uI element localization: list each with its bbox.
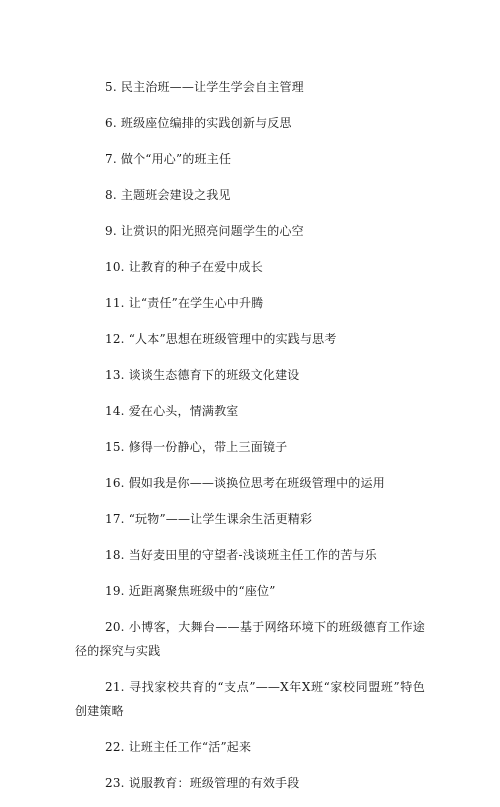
item-text: 当好麦田里的守望者-浅谈班主任工作的苦与乐 [128, 548, 377, 562]
item-text: 修得一份静心，带上三面镜子 [128, 440, 288, 454]
list-item [75, 543, 425, 567]
item-text: “人本”思想在班级管理中的实践与思考 [128, 332, 337, 346]
item-number: 23. [105, 776, 125, 790]
item-number: 11. [105, 296, 125, 310]
topic-list [75, 63, 425, 807]
list-item [75, 255, 425, 279]
item-number: 18. [105, 548, 125, 562]
item-text: 寻找家校共育的“支点”——X年X班“家校同盟班”特色创建策略 [75, 680, 426, 718]
item-number: 17. [105, 512, 125, 526]
list-item [75, 735, 425, 759]
item-number: 10. [105, 260, 125, 274]
list-item [75, 111, 425, 135]
item-number: 12. [105, 332, 125, 346]
list-item [75, 771, 425, 795]
list-item [75, 183, 425, 207]
item-number: 6. [105, 116, 117, 130]
item-number: 9. [105, 224, 117, 238]
item-text: 假如我是你——谈换位思考在班级管理中的运用 [128, 476, 385, 490]
item-text: 主题班会建设之我见 [120, 188, 231, 202]
list-item [75, 219, 425, 243]
item-text: 让班主任工作“活”起来 [128, 740, 252, 754]
list-item [75, 471, 425, 495]
item-text: 谈谈生态德育下的班级文化建设 [128, 368, 300, 382]
list-item [75, 507, 425, 531]
item-number: 15. [105, 440, 125, 454]
item-text: 小博客，大舞台——基于网络环境下的班级德育工作途径的探究与实践 [75, 620, 425, 658]
list-item [75, 291, 425, 315]
item-number: 14. [105, 404, 125, 418]
list-item [75, 675, 425, 723]
list-item [75, 615, 425, 663]
list-item [75, 363, 425, 387]
item-text: 班级座位编排的实践创新与反思 [120, 116, 292, 130]
item-number: 20. [105, 620, 125, 634]
list-item [75, 75, 425, 99]
list-item [75, 399, 425, 423]
list-item [75, 147, 425, 171]
item-text: 说服教育：班级管理的有效手段 [128, 776, 300, 790]
item-text: “玩物”——让学生课余生活更精彩 [128, 512, 313, 526]
item-number: 13. [105, 368, 125, 382]
item-text: 做个“用心”的班主任 [120, 152, 232, 166]
item-number: 5. [105, 80, 117, 94]
list-item [75, 579, 425, 603]
item-text: 让赏识的阳光照亮问题学生的心空 [120, 224, 304, 238]
list-item [75, 327, 425, 351]
item-number: 22. [105, 740, 125, 754]
item-text: 民主治班——让学生学会自主管理 [120, 80, 304, 94]
item-text: 让“责任”在学生心中升腾 [128, 296, 264, 310]
item-number: 21. [105, 680, 125, 694]
list-item [75, 435, 425, 459]
item-text: 爱在心头，情满教室 [128, 404, 239, 418]
item-number: 8. [105, 188, 117, 202]
item-number: 19. [105, 584, 125, 598]
item-text: 让教育的种子在爱中成长 [128, 260, 263, 274]
item-text: 近距离聚焦班级中的“座位” [128, 584, 276, 598]
item-number: 7. [105, 152, 117, 166]
item-number: 16. [105, 476, 125, 490]
